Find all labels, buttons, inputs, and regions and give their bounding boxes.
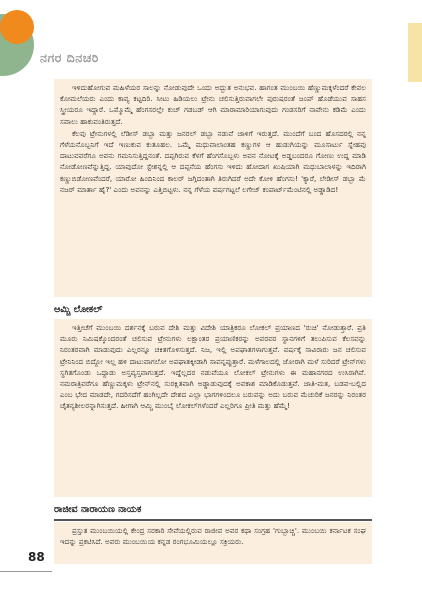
section-heading-author: ರಾಜೀವ ನಾರಾಯಣ ನಾಯಕ xyxy=(54,504,142,515)
paragraph: ಇತ್ತೀಚೆಗೆ ಮುಂಬಯಿ ದರ್ಶನಕ್ಕೆ ಬರುವ ದೇಶಿ ಮತ್ತು ವಿದೇಶಿ ಯಾತ್ರಿಕರೂ ಲೋಕಲ್ ಪ್ರಯಾಣದ 'ರುಚಿ' ನೋಡುತ್ತಾರೆ. ಪ್ರತಿ ಮೂರು ನಿಮಿಷಕ್ಕೊಂದರಂತೆ ಚಲಿಸುವ ಟ್ರೇನುಗಳು ಲಕ್ಷಾಂತರ ಪ್ರಯಾಣಿಕರನ್ನು ಅವರವರ ಸ್ಥಾನಗಳಿಗೆ ತಲುಪಿಸುವ ಕೆಲಸವನ್ನು ನಿರಂತರವಾಗಿ ಮಾಡುವುದು ಎಲ್ಲರನ್ನೂ ಚಕಿತಗೊಳಿಸುತ್ತದೆ. ನಿಜ, ಇಲ್ಲಿ ಅಪಘಾತಗಳಾಗುತ್ತವೆ. ವರ್ಷಕ್ಕೆ ಸಾವಿರಾರು ಜನ ಚಲಿಸುವ ಟ್ರೇನಿನಿಂದ ಬಿದ್ದೋ ಇಲ್ಲ ಹಳಿ ದಾಟುವಾಗಲೋ ಅಪಘಾತಕ್ಕೀಡಾಗಿ ಸಾವನ್ನಪ್ಪುತ್ತಾರೆ. ಮಳೆಗಾಲದಲ್ಲಿ ಜೋರಾಗಿ ಮಳೆ ಸುರಿದರೆ ಟ್ರೇನ್‌ಗಳು ಸ್ಥಗಿತಗೊಂಡು ಒದ್ದಾಡು ಅಸ್ತವ್ಯಸ್ತವಾಗುತ್ತದೆ. ಇದ್ದೆಲ್ಲದರ ನಡುವೆಯೂ ಲೋಕಲ್ ಟ್ರೇನುಗಳು ಈ ಮಹಾನಗರದ ಉಸಿರಾಗಿವೆ. ನಮರಾತ್ರಿವರೆಗೂ ಹೆಣ್ಣುಮಕ್ಕಳು ಟ್ರೇನ್‌ನಲ್ಲಿ ಸುರಕ್ಷಿತವಾಗಿ ಅಡ್ಡಾಡುವುದಕ್ಕೆ ಅವಕಾಶ ಮಾಡಿಕೊಡುತ್ತವೆ. ಜಾತಿ-ಮತ, ಬಡವ-ಬಲ್ಲಿದ ಎಂಬ ಭೇದ ಮಾಡದೇ, ಗದರಿಸದೆಗೆ ಹಂಗಿಲ್ಲದೇ ದೇಶದ ಎಲ್ಲಾ ಭಾಗಗಳಿಂದಲೂ ಬರುವನ್ನು ಅದು ಬರುವ ಮೆಚುರಿಕೆ ಜನರನ್ನು ನಿರಂತರ ಚೈತನ್ಯಶೀಲರನ್ನಾಗಿಸುತ್ತದೆ. ಹೀಗಾಗಿ ಆಮ್ಚಿ ಮುಂಬೈ ಲೋಕಲ್‌ಗಳೆಂದರೆ ಎಲ್ಲರಿಗೂ ಪ್ರೀತಿ ಮತ್ತು ಹೆಮ್ಮೆ! xyxy=(60,323,366,411)
side-tab-marker xyxy=(408,23,422,82)
page-body xyxy=(54,79,372,564)
author-bio-box xyxy=(54,522,372,564)
section-header: ನಗರ ದಿನಚರಿ xyxy=(40,50,99,65)
intro-text-box xyxy=(54,79,372,297)
heading-divider xyxy=(54,519,372,521)
paragraph: ಕೆಲವು ಟ್ರೇನುಗಳಲ್ಲಿ ಲೆಡೀಸ್ ಡಬ್ಬಾ ಮತ್ತು ಜನರಲ್ ಡಬ್ಬಾ ನಡುವೆ ಜಾಳಿಗೆ ಇರುತ್ತದೆ. ಮುಂದೆಗೆ ಬಂದ ಹೊಸದರಲ್ಲಿ ನನ್ನ ಗೆಳೆಯನೊಬ್ಬನಿಗೆ ಇದೆ ಇಣುಕುವ ಕುತೂಹಲ. ಒಮ್ಮೆ ಮಧುವಾಲಾಂತಹ ಕಣ್ಣುಗಳ ಆ ಹುಡುಗಿಯನ್ನು ಮೂಸಾರ್ಟು ಸ್ನೇಹವು ದಾಟುವವರೆಗೂ ಅವನು ಗಮನಿಸುತ್ತಿದ್ದನಂತೆ. ದಪ್ಪಗಿರುವ ಕೆಳಗೆ ಹೆಂಗಸೊಬ್ಬಳು ಅವನ ನೋಟಕ್ಕೆ ಅಡ್ಡಬಂದರೂ ಗೋಣು ಉದ್ದ ಮಾಡಿ ನೋಡೋಣವೆನ್ನುತ್ತಿದ್ದ. ಯಾವುದೋ ಸ್ಟೇಶನ್ನಲ್ಲಿ ಆ ದಪ್ಪನೆಯ ಹೆಂಗಸು ಇಳಿದು ಹೋದಾಗ ಖುಷಿಯಾಗಿ ಮಧುಬಾಲಾಳನ್ನು ಇದಿರಾಗಿ ಕಣ್ಣುಬಿಡೋಣವೆಂದರೆ, ಯಾರೋ ಹಿಂದಿನಿಂದ ಕಾಲರ್ ಜಗ್ಗಿದಂತಾಗಿ ತಿರುಗಿದರೆ ಅದೇ ಕೋಳಿ ಹೆಂಗಸು! 'ಕ್ಯಾರೆ, ಲೇಡೀಸ್ ಡಬ್ಬಾ ಮೆ ನಜರ್ ಮಾರ್ತಾ ಹೈ?' ಎಂದು ಅವನನ್ನು ಎತ್ತಿಬಿಟ್ಟಳು. ನನ್ನ ಗೆಳೆಯ ವರ್ಷಗಟ್ಟಲೆ ಲಗೇಜ್ ಕಂಪಾರ್ಟ್‌ಮೆಂಟಿನಲ್ಲಿ ಅಡ್ಡಾಡಿದ! xyxy=(60,128,366,194)
paragraph: ಇಳಿದುಹೋಗುವ ಮಹಿಳೆಯರ ಸಾಲನ್ನು ನೋಡುವುದೇ ಒಂದು ಅದ್ಭುತ ಅನುಭವ. ಹಾಗಂತ ಮುಂಬಯಿ ಹೆಣ್ಣುಮಕ್ಕಳೆಂದರೆ ಕೇವಲ ಕೋಮಲೆಯರು ಎಂದು ಕಾವ್ಯ ಕಟ್ಟದಿರಿ. ಸೀಟು ಹಿಡಿಯಲು ಟ್ರೇನು ಚಲಿಸುತ್ತಿರುವಾಗಲೇ ಪುರುಷರಂತೆ ಜಂಪ್ ಹೊಡೆಯುವ ಸಾಹಸ ಸ್ತ್ರೀಯರೂ ಇದ್ದಾರೆ. ಒಮ್ಮೊಮ್ಮೆ ಹೆಂಗಸರಲ್ಲೇ ಕುಚ್ ಗಡಬಡ್ ಆಗಿ ಮಾರಾಮಾರಿಯಾಗುವುದು ಗಂಡಸರಿಗೆ ನಾವೇನು ಕಡಿಮೆ ಎಂದು ಸವಾಲು ಹಾಕುವಂತಿರುತ್ತದೆ. xyxy=(60,83,366,126)
page-number: 88 xyxy=(28,550,45,564)
decorative-orange-circle xyxy=(0,10,34,44)
paragraph: ಪ್ರಸ್ತುತ ಮುಂಬಯಿಯಲ್ಲಿ ಕೇಂದ್ರ ಸರಕಾರಿ ಸೇವೆಯಲ್ಲಿರುವ ರಾಜೀವ ಅವರ ಕಥಾ ಸಂಗ್ರಹ 'ಗುಬ್ಬಾಚ್ಚಿ'. ಮುಂಬಯಿ ಕರ್ನಾಟಕ ಸಂಘ ಇದನ್ನು ಪ್ರಕಟಿಸಿದೆ. ಅವರು ಮುಂಬಯಿಯ ಕನ್ನಡ ರಂಗಭೂಮಿಯಲ್ಲೂ ಸಕ್ರಿಯರು. xyxy=(60,526,366,547)
section-heading-aamchi: ಆಮ್ಚಿ ಲೋಕಲ್ xyxy=(54,304,103,315)
aamchi-text-box xyxy=(54,319,372,497)
page-number-rule xyxy=(0,571,52,572)
